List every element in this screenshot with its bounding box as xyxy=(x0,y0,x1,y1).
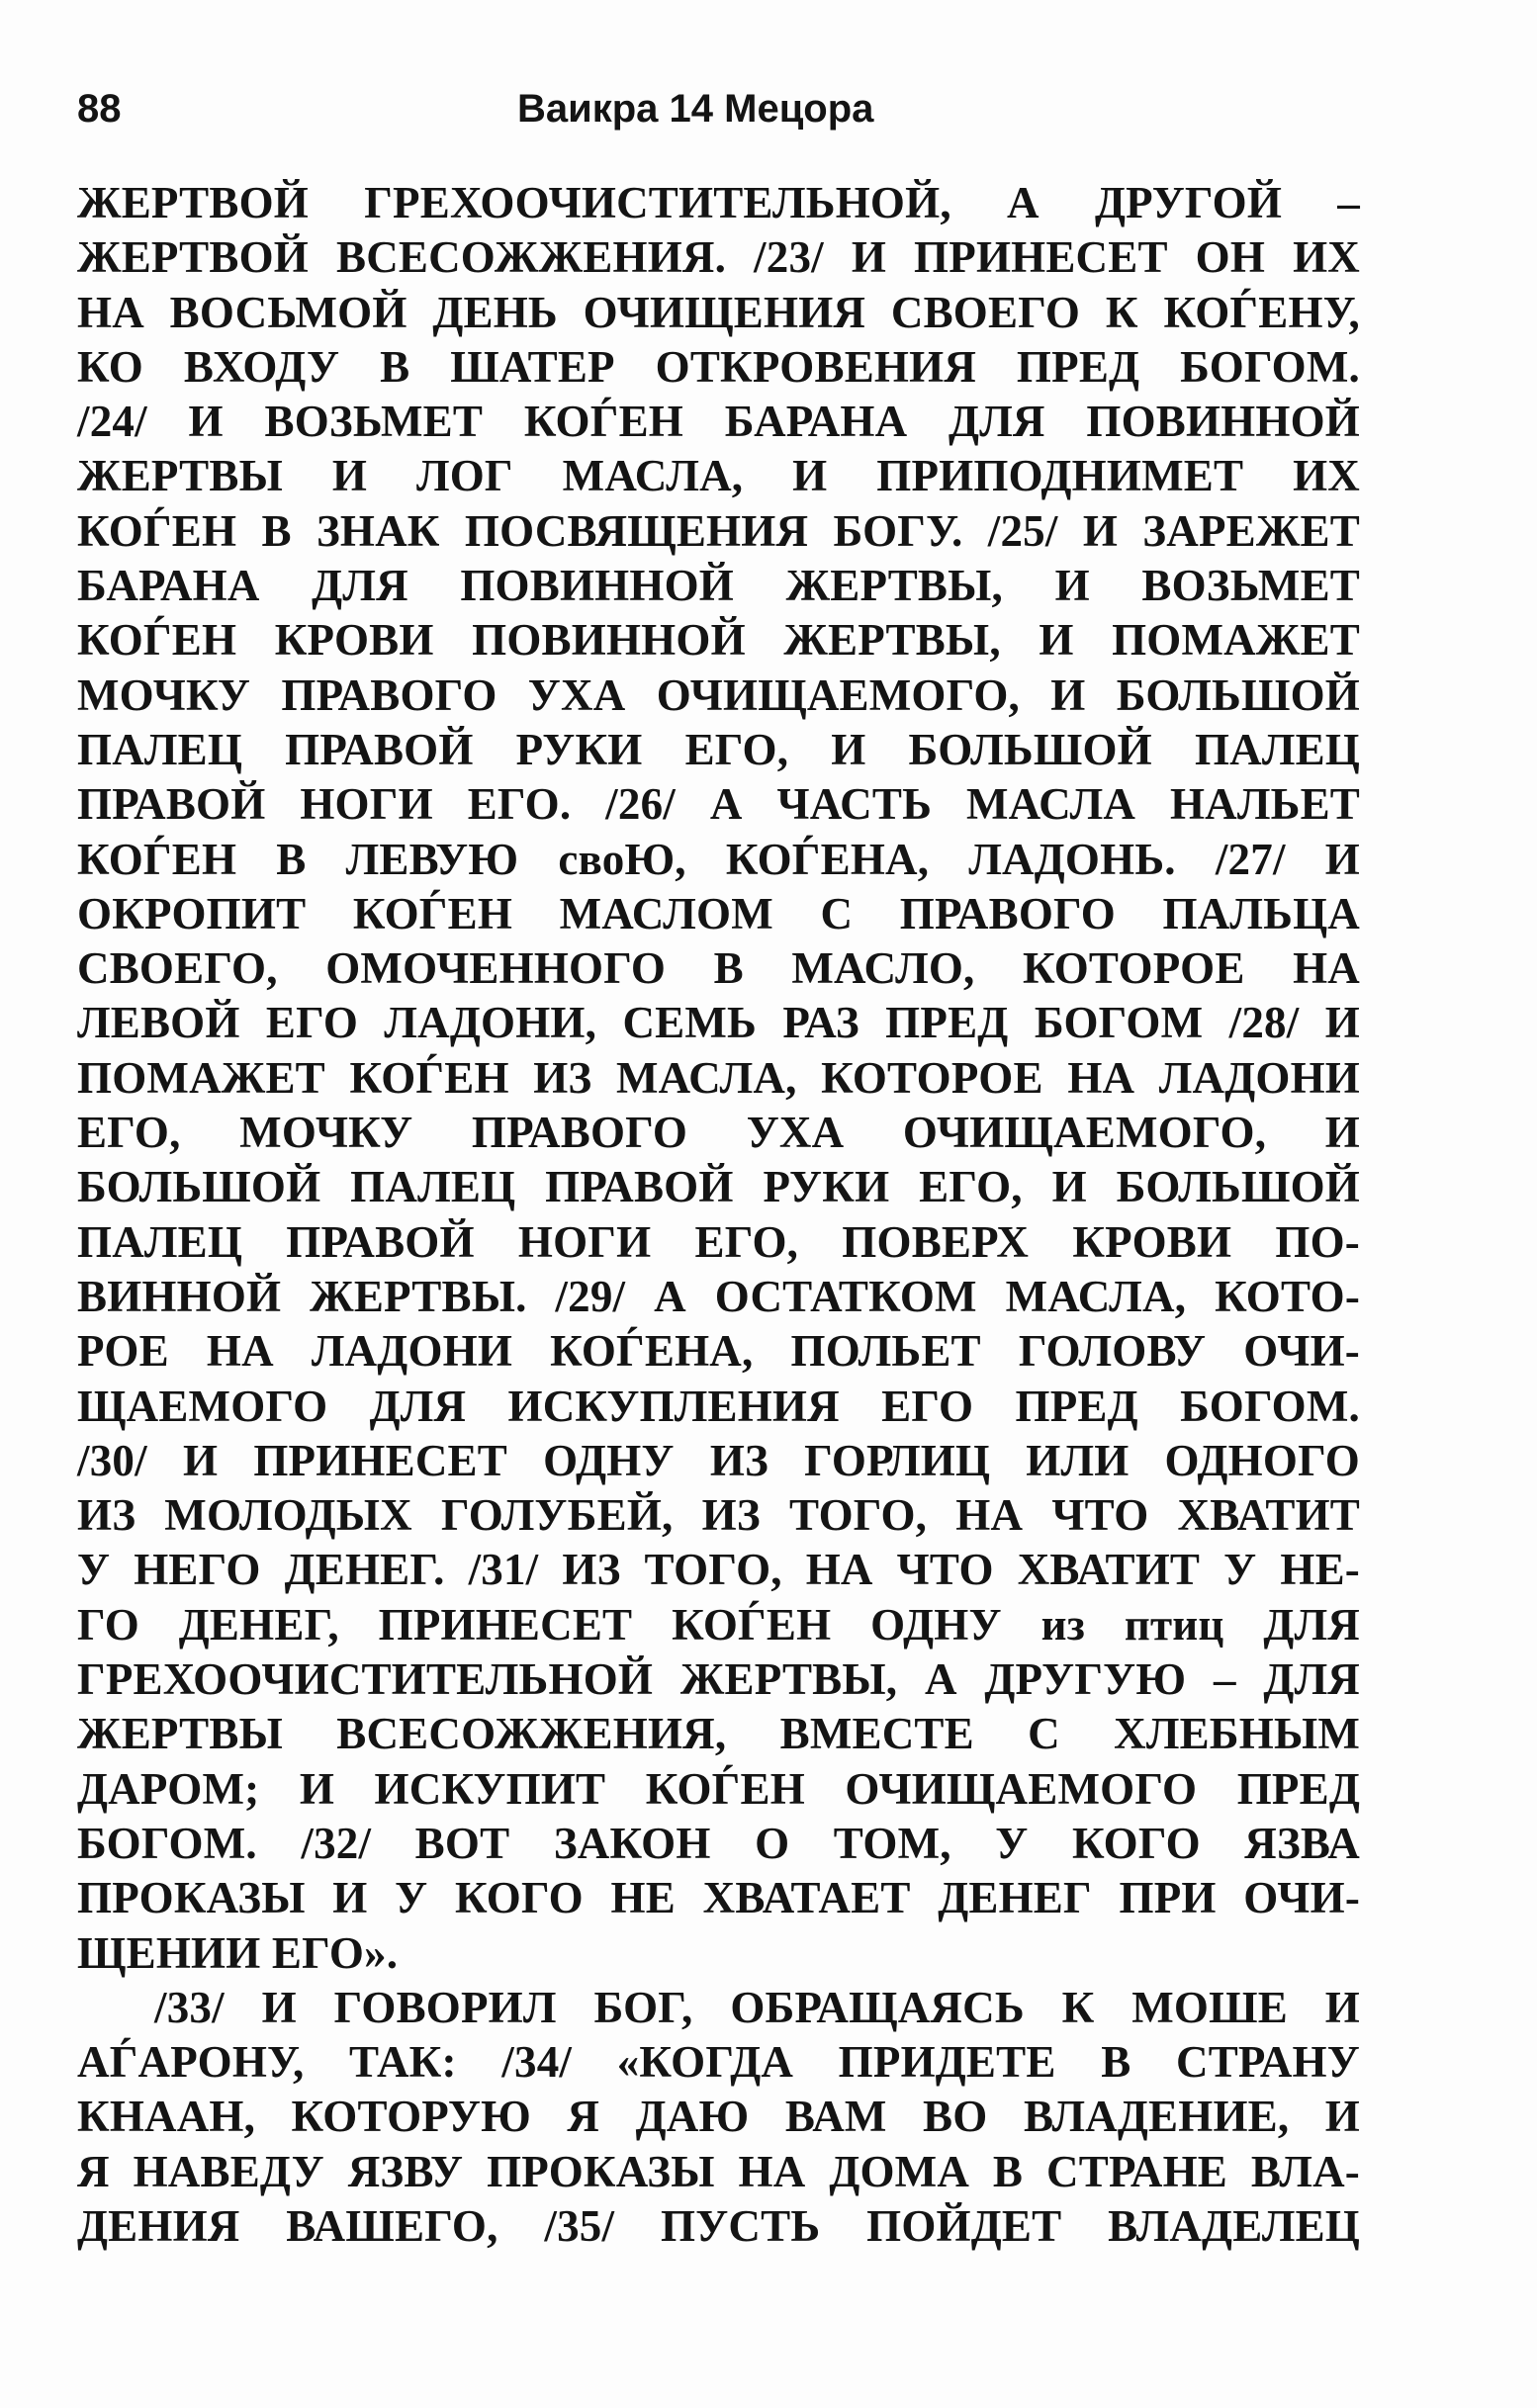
text-line: БОГОМ. /32/ ВОТ ЗАКОН О ТОМ, У КОГО ЯЗВА xyxy=(77,1818,1360,1868)
text-line: ЕГО, МОЧКУ ПРАВОГО УХА ОЧИЩАЕМОГО, И xyxy=(77,1108,1360,1158)
text-line: АЃАРОНУ, ТАК: /34/ «КОГДА ПРИДЕТЕ В СТРАНУ xyxy=(77,2037,1360,2088)
paragraph-last-line: ЩЕНИИ ЕГО». xyxy=(77,1927,399,1978)
text-line: ПРОКАЗЫ И У КОГО НЕ ХВАТАЕТ ДЕНЕГ ПРИ ОЧИ- xyxy=(77,1873,1360,1923)
text-line: КО ВХОДУ В ШАТЕР ОТКРОВЕНИЯ ПРЕД БОГОМ. xyxy=(77,341,1360,392)
text-line: ЖЕРТВЫ И ЛОГ МАСЛА, И ПРИПОДНИМЕТ ИХ xyxy=(77,451,1360,501)
text-line: ДЕНИЯ ВАШЕГО, /35/ ПУСТЬ ПОЙДЕТ ВЛАДЕЛЕЦ xyxy=(77,2200,1360,2251)
text-line: СВОЕГО, ОМОЧЕННОГО В МАСЛО, КОТОРОЕ НА xyxy=(77,943,1360,994)
text-line: КОЃЕН В ЛЕВУЮ своЮ, КОЃЕНА, ЛАДОНЬ. /27/ И xyxy=(77,834,1360,884)
text-line: ЛЕВОЙ ЕГО ЛАДОНИ, СЕМЬ РАЗ ПРЕД БОГОМ /28/ И xyxy=(77,998,1360,1048)
text-line: БАРАНА ДЛЯ ПОВИННОЙ ЖЕРТВЫ, И ВОЗЬМЕТ xyxy=(77,561,1360,611)
text-line: ЖЕРТВЫ ВСЕСОЖЖЕНИЯ, ВМЕСТЕ С ХЛЕБНЫМ xyxy=(77,1709,1360,1759)
text-line: ЖЕРТВОЙ ВСЕСОЖЖЕНИЯ. /23/ И ПРИНЕСЕТ ОН ИХ xyxy=(77,232,1360,283)
text-line: /30/ И ПРИНЕСЕТ ОДНУ ИЗ ГОРЛИЦ ИЛИ ОДНОГО xyxy=(77,1435,1360,1485)
text-line: ПОМАЖЕТ КОЃЕН ИЗ МАСЛА, КОТОРОЕ НА ЛАДОНИ xyxy=(77,1052,1360,1103)
text-line: ПАЛЕЦ ПРАВОЙ РУКИ ЕГО, И БОЛЬШОЙ ПАЛЕЦ xyxy=(77,724,1360,774)
text-line: НА ВОСЬМОЙ ДЕНЬ ОЧИЩЕНИЯ СВОЕГО К КОЃЕНУ, xyxy=(77,287,1360,337)
text-line: /24/ И ВОЗЬМЕТ КОЃЕН БАРАНА ДЛЯ ПОВИННОЙ xyxy=(77,397,1360,447)
text-line: ИЗ МОЛОДЫХ ГОЛУБЕЙ, ИЗ ТОГО, НА ЧТО ХВАТИТ xyxy=(77,1490,1360,1541)
text-line: У НЕГО ДЕНЕГ. /31/ ИЗ ТОГО, НА ЧТО ХВАТИТ У НЕ- xyxy=(77,1545,1360,1595)
text-line: Я НАВЕДУ ЯЗВУ ПРОКАЗЫ НА ДОМА В СТРАНЕ ВЛА- xyxy=(77,2146,1360,2196)
text-line: ПАЛЕЦ ПРАВОЙ НОГИ ЕГО, ПОВЕРХ КРОВИ ПО- xyxy=(77,1216,1360,1267)
text-line: КОЃЕН КРОВИ ПОВИННОЙ ЖЕРТВЫ, И ПОМАЖЕТ xyxy=(77,615,1360,666)
text-line: КОЃЕН В ЗНАК ПОСВЯЩЕНИЯ БОГУ. /25/ И ЗАРЕЖЕТ xyxy=(77,505,1360,556)
text-line: ЖЕРТВОЙ ГРЕХООЧИСТИТЕЛЬНОЙ, А ДРУГОЙ – xyxy=(77,178,1360,227)
text-line: ПРАВОЙ НОГИ ЕГО. /26/ А ЧАСТЬ МАСЛА НАЛЬЕТ xyxy=(77,779,1360,830)
text-line: ДАРОМ; И ИСКУПИТ КОЃЕН ОЧИЩАЕМОГО ПРЕД xyxy=(77,1763,1360,1814)
page-header xyxy=(77,79,1363,138)
body-text xyxy=(77,176,1360,2254)
text-line: ЩАЕМОГО ДЛЯ ИСКУПЛЕНИЯ ЕГО ПРЕД БОГОМ. xyxy=(77,1381,1360,1431)
text-line: БОЛЬШОЙ ПАЛЕЦ ПРАВОЙ РУКИ ЕГО, И БОЛЬШОЙ xyxy=(77,1162,1360,1212)
text-line: МОЧКУ ПРАВОГО УХА ОЧИЩАЕМОГО, И БОЛЬШОЙ xyxy=(77,669,1360,720)
text-line: РОЕ НА ЛАДОНИ КОЃЕНА, ПОЛЬЕТ ГОЛОВУ ОЧИ- xyxy=(77,1326,1360,1377)
page-number: 88 xyxy=(77,87,122,131)
text-line: ВИННОЙ ЖЕРТВЫ. /29/ А ОСТАТКОМ МАСЛА, КОТО- xyxy=(77,1271,1360,1321)
text-line: ОКРОПИТ КОЃЕН МАСЛОМ С ПРАВОГО ПАЛЬЦА xyxy=(77,888,1360,938)
text-line: КНААН, КОТОРУЮ Я ДАЮ ВАМ ВО ВЛАДЕНИЕ, И xyxy=(77,2092,1360,2142)
text-line: ГО ДЕНЕГ, ПРИНЕСЕТ КОЃЕН ОДНУ из птиц ДЛЯ xyxy=(77,1599,1360,1650)
paragraph-first-line: /33/ И ГОВОРИЛ БОГ, ОБРАЩАЯСЬ К МОШЕ И xyxy=(154,1982,1360,2032)
text-line: ГРЕХООЧИСТИТЕЛЬНОЙ ЖЕРТВЫ, А ДРУГУЮ – ДЛЯ xyxy=(77,1654,1360,1705)
running-title: Ваикра 14 Мецора xyxy=(517,87,874,131)
